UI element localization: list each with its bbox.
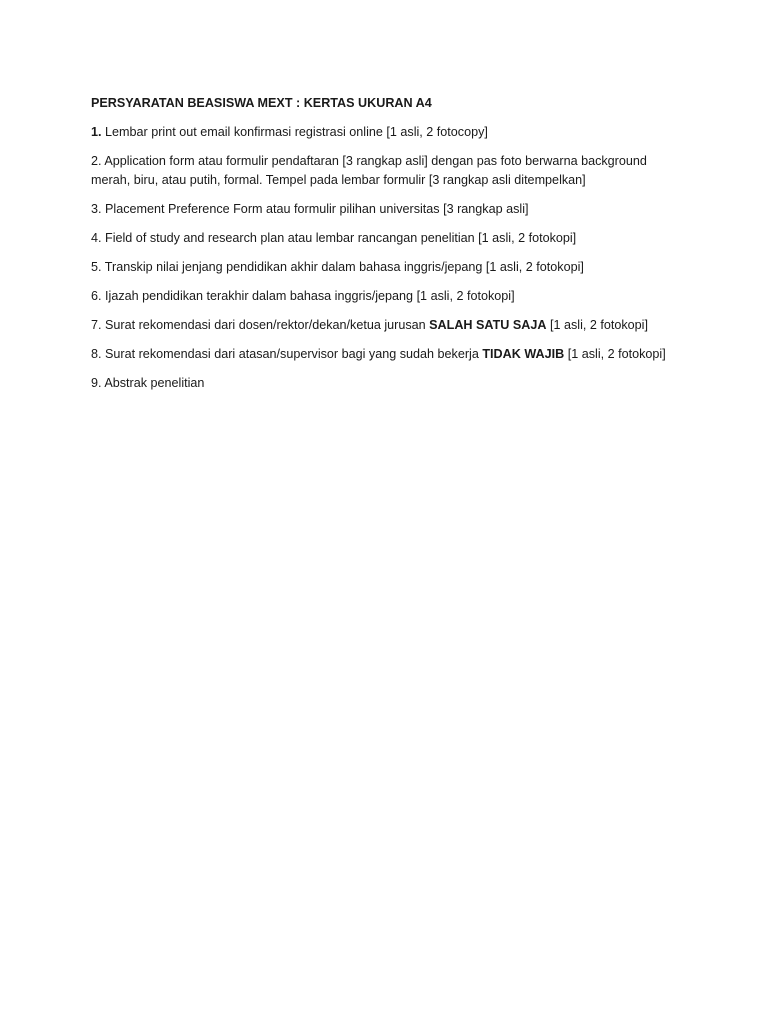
item-number: 3. [91,202,102,216]
list-item [91,345,681,364]
item-number: 9. [91,376,102,390]
item-text-after: [1 asli, 2 fotokopi] [567,347,666,361]
list-item [91,200,681,219]
item-text-after: [1 asli, 2 fotokopi] [549,318,648,332]
item-number: 2. [91,154,102,168]
item-text-before: Surat rekomendasi dari atasan/supervisor bagi yang sudah bekerja [105,347,479,361]
item-number: 8. [91,347,102,361]
item-text: Field of study and research plan atau lembar rancangan penelitian [1 asli, 2 fotokopi] [105,231,577,245]
list-item [91,229,681,248]
list-item [91,123,681,142]
list-item [91,374,681,393]
item-number: 5. [91,260,102,274]
list-item [91,152,681,190]
list-item [91,316,681,335]
item-text: Application form atau formulir pendaftaran [3 rangkap asli] dengan pas foto berwarna background merah, biru, atau putih, formal. Tempel pada lembar formulir [3 rangkap asli ditempelkan] [91,154,647,187]
item-text: Placement Preference Form atau formulir pilihan universitas [3 rangkap asli] [105,202,529,216]
document-title: PERSYARATAN BEASISWA MEXT : KERTAS UKURAN A4 [91,96,432,110]
item-text: Transkip nilai jenjang pendidikan akhir dalam bahasa inggris/jepang [1 asli, 2 fotokopi] [104,260,584,274]
item-text: Lembar print out email konfirmasi registrasi online [1 asli, 2 fotocopy] [105,125,488,139]
item-number: 6. [91,289,102,303]
item-text-before: Surat rekomendasi dari dosen/rektor/dekan/ketua jurusan [105,318,426,332]
list-item [91,258,681,277]
item-number: 4. [91,231,102,245]
item-emphasis: TIDAK WAJIB [482,347,565,361]
item-text: Ijazah pendidikan terakhir dalam bahasa inggris/jepang [1 asli, 2 fotokopi] [105,289,515,303]
item-number: 1. [91,125,102,139]
list-item [91,287,681,306]
item-number: 7. [91,318,102,332]
item-emphasis: SALAH SATU SAJA [429,318,547,332]
document-body [91,94,681,403]
item-text: Abstrak penelitian [104,376,205,390]
